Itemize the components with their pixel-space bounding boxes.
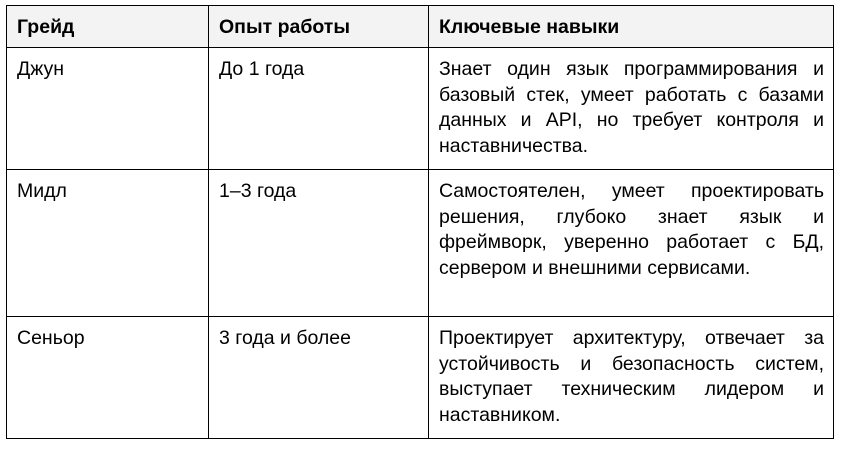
grade-cell: Сеньор bbox=[7, 317, 209, 439]
table-row bbox=[7, 48, 834, 170]
grade-cell: Мидл bbox=[7, 170, 209, 317]
table-row bbox=[7, 170, 834, 317]
header-skills: Ключевые навыки bbox=[429, 6, 834, 48]
table-header bbox=[7, 6, 834, 48]
header-row bbox=[7, 6, 834, 48]
skills-cell: Самостоятелен, умеет проектировать решения, глубоко знает язык и фреймворк, уверенно работает с БД, сервером и внешними сервисами. bbox=[429, 170, 834, 317]
skills-cell: Знает один язык программирования и базовый стек, умеет работать с базами данных и API, но требует контроля и наставничества. bbox=[429, 48, 834, 170]
table-row bbox=[7, 317, 834, 439]
experience-cell: 1–3 года bbox=[209, 170, 429, 317]
table-body bbox=[7, 48, 834, 439]
header-experience: Опыт работы bbox=[209, 6, 429, 48]
grades-table bbox=[6, 5, 834, 439]
header-grade: Грейд bbox=[7, 6, 209, 48]
experience-cell: До 1 года bbox=[209, 48, 429, 170]
skills-cell: Проектирует архитектуру, отвечает за устойчивость и безопасность систем, выступает техническим лидером и наставником. bbox=[429, 317, 834, 439]
grade-cell: Джун bbox=[7, 48, 209, 170]
experience-cell: 3 года и более bbox=[209, 317, 429, 439]
